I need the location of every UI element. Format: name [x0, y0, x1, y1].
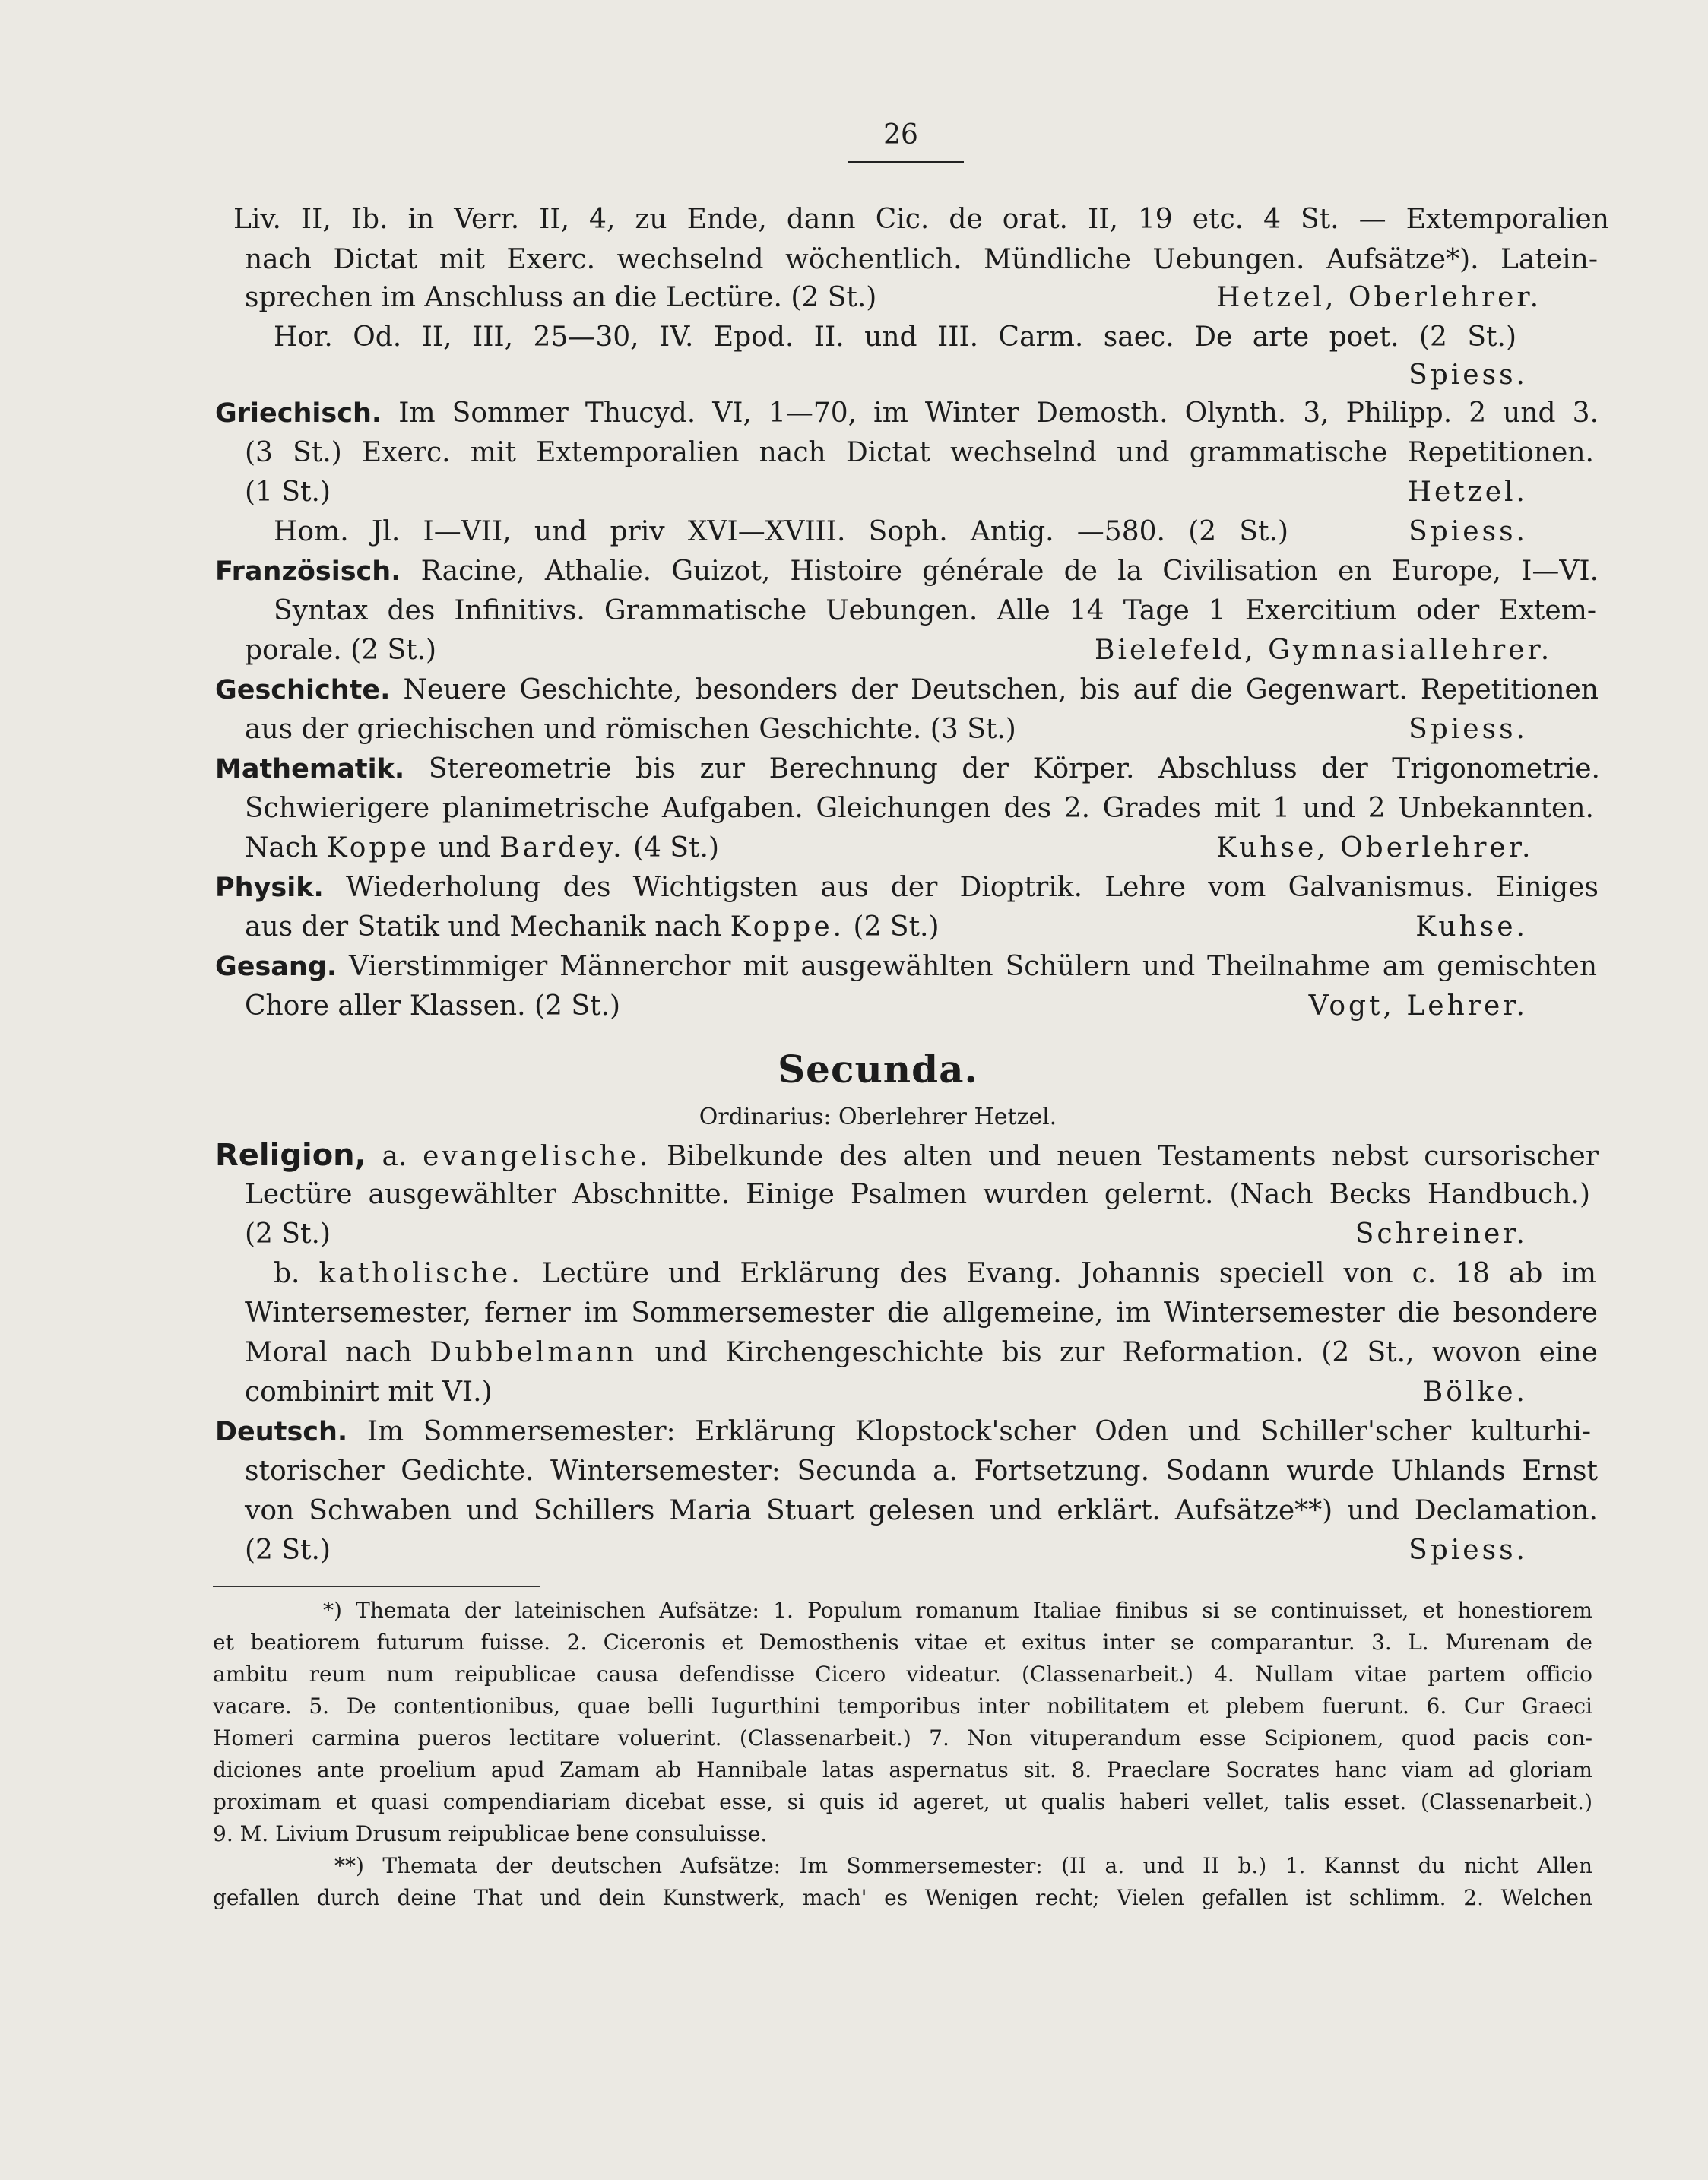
text-run: Lectüre und Erklärung des Evang. Johannis speciell von c. 18 ab im: [522, 1258, 1596, 1289]
spaced-name: Bardey.: [499, 832, 625, 863]
text-run: (2 St.): [245, 1535, 331, 1566]
subject-heading: Geschichte.: [215, 675, 391, 705]
text-run: Chore aller Klassen. (2 St.): [245, 990, 621, 1022]
body-line: [274, 514, 1288, 550]
teacher-name: Kuhse, Oberlehrer.: [1216, 832, 1534, 863]
subject-heading: Religion,: [215, 1138, 366, 1173]
footnote-line: proximam et quasi compendiariam dicebat esse, si quis id ageret, ut qualis haberi vellet, talis esset. (Classenarbeit.): [213, 1789, 1592, 1814]
body-line: [245, 435, 1594, 471]
text-run: Neuere Geschichte, besonders der Deutschen, bis auf die Gegenwart. Repetitionen: [390, 674, 1599, 705]
page-number: 26: [883, 119, 918, 151]
body-line: [274, 593, 1596, 629]
footnote-rule: [213, 1586, 540, 1587]
subject-heading: Griechisch.: [215, 398, 382, 429]
body-line: [245, 1532, 549, 1569]
text-run: und Kirchengeschichte bis zur Reformation. (2 St., wovon eine: [637, 1337, 1598, 1368]
spaced-name: Koppe: [326, 832, 429, 863]
spaced-name: Koppe.: [730, 911, 845, 943]
footnote-line: gefallen durch deine That und dein Kunstwerk, mach' es Wenigen recht; Vielen gefallen ist schlimm. 2. Welchen: [213, 1885, 1592, 1910]
text-run: porale. (2 St.): [245, 635, 437, 666]
teacher-name: Bölke.: [1422, 1377, 1528, 1408]
footnote-line: vacare. 5. De contentionibus, quae belli Iugurthini temporibus inter nobilitatem et plebem fuerunt. 6. Cur Graeci: [213, 1694, 1592, 1719]
text-run: Schwierigere planimetrische Aufgaben. Gleichungen des 2. Grades mit 1 und 2 Unbekannten.: [245, 793, 1594, 824]
text-run: (2 St.): [844, 911, 940, 943]
page-number-rule: [848, 161, 964, 163]
teacher-name: Spiess.: [1409, 360, 1528, 391]
text-run: Lectüre ausgewählter Abschnitte. Einige Psalmen wurden gelernt. (Nach Becks Handbuch.): [245, 1179, 1590, 1210]
body-line: [215, 1137, 1599, 1174]
body-line: [245, 280, 1127, 316]
teacher-name: Schreiner.: [1355, 1218, 1528, 1250]
body-line: [245, 909, 1028, 946]
section-ordinarius: Ordinarius: Oberlehrer Hetzel.: [699, 1104, 1057, 1130]
body-line: [245, 1177, 1590, 1213]
text-run: und: [429, 832, 500, 863]
body-line: [215, 553, 1599, 590]
body-line: [245, 830, 1096, 867]
text-run: Im Sommer Thucyd. VI, 1—70, im Winter Demosth. Olynth. 3, Philipp. 2 und 3.: [382, 398, 1599, 429]
body-line: [233, 201, 1609, 238]
spaced-name: evangelische.: [423, 1141, 651, 1172]
teacher-name: Vogt, Lehrer.: [1308, 990, 1528, 1022]
section-title: Secunda.: [778, 1047, 978, 1092]
text-run: (3 St.) Exerc. mit Extemporalien nach Dictat wechselnd und grammatische Repetitionen.: [245, 437, 1594, 468]
footnote-line: diciones ante proelium apud Zamam ab Hannibale latas aspernatus sit. 8. Praeclare Socrates hanc viam ad gloriam: [213, 1757, 1592, 1782]
body-line: [215, 1414, 1591, 1450]
body-line: [245, 1216, 549, 1253]
body-line: [245, 791, 1594, 827]
text-run: Hom. Jl. I—VII, und priv XVI—XVIII. Soph. Antig. —580. (2 St.): [274, 516, 1288, 547]
subject-heading: Gesang.: [215, 952, 337, 982]
spaced-name: katholische.: [318, 1258, 523, 1289]
text-run: b.: [274, 1258, 319, 1289]
footnote-line: 9. M. Livium Drusum reipublicae bene consuluisse.: [213, 1821, 768, 1846]
body-line: [245, 1295, 1598, 1332]
body-line: [245, 1374, 625, 1411]
teacher-name: Kuhse.: [1415, 911, 1528, 943]
body-line: [215, 672, 1599, 708]
body-line: [215, 395, 1599, 432]
body-line: [245, 474, 549, 511]
body-line: [245, 1453, 1598, 1490]
text-run: (2 St.): [245, 1218, 331, 1250]
body-line: [215, 751, 1600, 787]
body-line: [274, 319, 1516, 356]
subject-heading: Deutsch.: [215, 1417, 348, 1447]
text-run: Im Sommersemester: Erklärung Klopstock'scher Oden und Schiller'scher kulturhi-: [347, 1416, 1591, 1447]
text-run: aus der griechischen und römischen Geschichte. (3 St.): [245, 714, 1016, 745]
body-line: [245, 1335, 1598, 1371]
body-line: [215, 870, 1599, 906]
footnote-line: *) Themata der lateinischen Aufsätze: 1. Populum romanum Italiae finibus si se continuisset, et honestiorem: [323, 1598, 1592, 1623]
teacher-name: Spiess.: [1409, 714, 1528, 745]
text-run: storischer Gedichte. Wintersemester: Secunda a. Fortsetzung. Sodann wurde Uhlands Ernst: [245, 1456, 1598, 1487]
subject-heading: Mathematik.: [215, 754, 405, 784]
spaced-name: Dubbelmann: [429, 1337, 638, 1368]
body-line: [245, 242, 1598, 278]
footnote-line: **) Themata der deutschen Aufsätze: Im Sommersemester: (II a. und II b.) 1. Kannst du nicht Allen: [334, 1853, 1592, 1878]
teacher-name: Hetzel, Oberlehrer.: [1216, 282, 1542, 313]
body-line: [274, 1256, 1596, 1292]
text-run: sprechen im Anschluss an die Lectüre. (2 St.): [245, 282, 877, 313]
text-run: Bibelkunde des alten und neuen Testaments nebst cursorischer: [651, 1141, 1599, 1172]
teacher-name: Hetzel.: [1407, 477, 1528, 508]
teacher-name: Spiess.: [1409, 516, 1528, 547]
text-run: nach Dictat mit Exerc. wechselnd wöchentlich. Mündliche Uebungen. Aufsätze*). Latein-: [245, 244, 1598, 275]
text-run: Hor. Od. II, III, 25—30, IV. Epod. II. und III. Carm. saec. De arte poet. (2 St.): [274, 322, 1516, 353]
text-run: Wiederholung des Wichtigsten aus der Dioptrik. Lehre vom Galvanismus. Einiges: [323, 872, 1599, 903]
body-line: [245, 632, 716, 669]
footnote-line: et beatiorem futurum fuisse. 2. Ciceronis et Demosthenis vitae et exitus inter se comparantur. 3. L. Murenam de: [213, 1630, 1592, 1655]
body-line: [215, 949, 1597, 985]
text-run: von Schwaben und Schillers Maria Stuart gelesen und erklärt. Aufsätze**) und Declamation.: [245, 1495, 1598, 1526]
teacher-name: Spiess.: [1409, 1535, 1528, 1566]
text-run: Racine, Athalie. Guizot, Histoire générale de la Civilisation en Europe, I—VI.: [401, 556, 1599, 587]
text-run: Moral nach: [245, 1337, 430, 1368]
text-run: (4 St.): [624, 832, 720, 863]
body-line: [245, 1493, 1598, 1529]
footnote-line: ambitu reum num reipublicae causa defendisse Cicero videatur. (Classenarbeit.) 4. Nullam vitae partem officio: [213, 1662, 1592, 1687]
text-run: Vierstimmiger Männerchor mit ausgewählten Schülern und Theilnahme am gemischten: [337, 951, 1597, 982]
text-run: aus der Statik und Mechanik nach: [245, 911, 730, 943]
text-run: Wintersemester, ferner im Sommersemester die allgemeine, im Wintersemester die besondere: [245, 1298, 1598, 1329]
text-run: Nach: [245, 832, 327, 863]
body-line: [245, 988, 663, 1025]
text-run: (1 St.): [245, 477, 331, 508]
text-run: combinirt mit VI.): [245, 1377, 493, 1408]
subject-heading: Französisch.: [215, 556, 401, 587]
body-line: [245, 711, 1058, 748]
teacher-name: Bielefeld, Gymnasiallehrer.: [1095, 635, 1553, 666]
text-run: Syntax des Infinitivs. Grammatische Uebungen. Alle 14 Tage 1 Exercitium oder Extem-: [274, 595, 1596, 626]
text-run: Stereometrie bis zur Berechnung der Körper. Abschluss der Trigonometrie.: [404, 753, 1600, 784]
text-run: a.: [366, 1141, 423, 1172]
text-run: Liv. II, Ib. in Verr. II, 4, zu Ende, dann Cic. de orat. II, 19 etc. 4 St. — Extemporalien: [233, 204, 1609, 235]
footnote-line: Homeri carmina pueros lectitare voluerint. (Classenarbeit.) 7. Non vituperandum esse Scipionem, quod pacis con-: [213, 1725, 1592, 1751]
subject-heading: Physik.: [215, 873, 324, 903]
